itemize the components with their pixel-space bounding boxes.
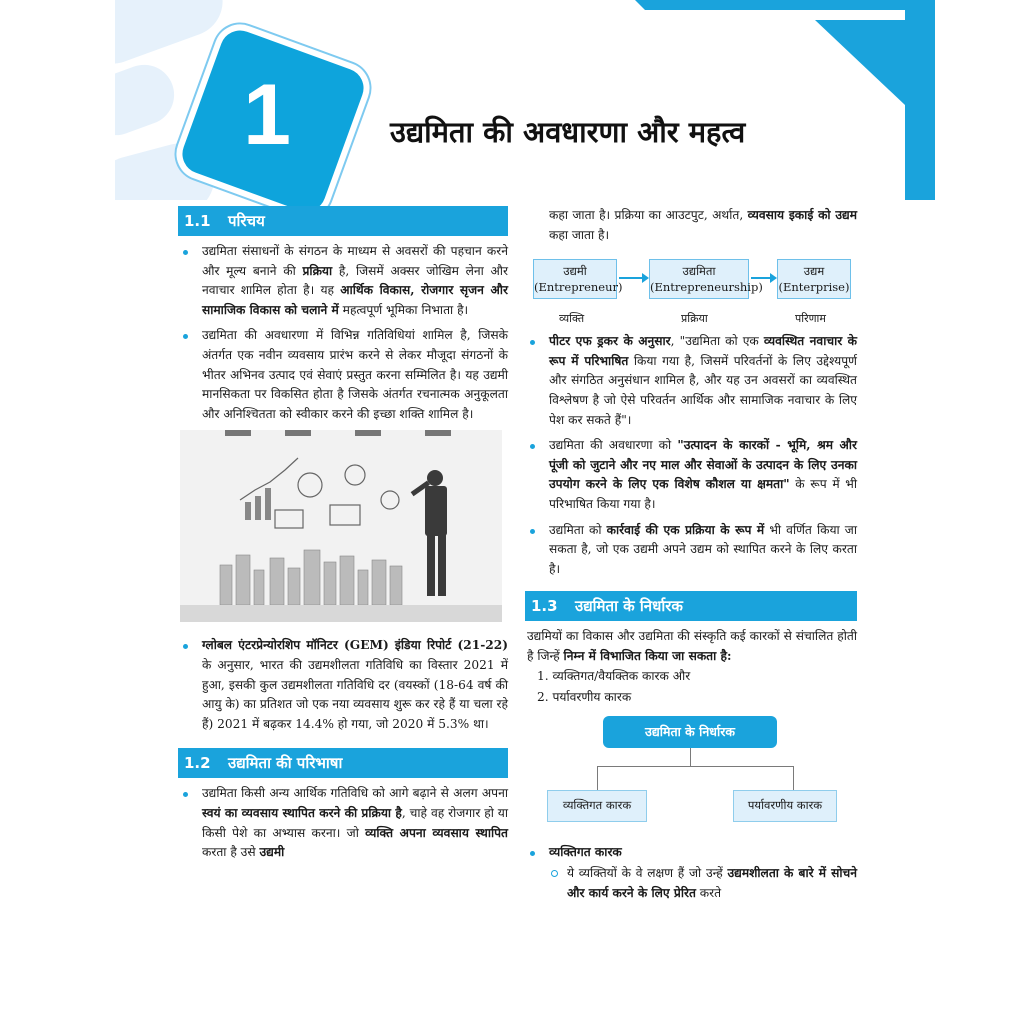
sub-bullet-paragraph: ये व्यक्तियों के वे लक्षण हैं जो उन्हें उद्यमशीलता के बारे में सोचने और कार्य करने के लिए प्रेरित करते — [527, 864, 857, 903]
section-heading — [178, 206, 508, 236]
right-column — [527, 206, 857, 903]
tree-connector — [597, 766, 793, 767]
chapter-number: 1 — [243, 66, 291, 163]
business-illustration-image — [180, 430, 502, 622]
section-number: 1.1 — [184, 212, 211, 230]
decor-shape — [115, 56, 183, 143]
flow-caption: प्रक्रिया — [681, 312, 708, 326]
corner-decoration — [635, 0, 935, 200]
flow-caption: परिणाम — [795, 312, 826, 326]
bullet-paragraph: उद्यमिता की अवधारणा को "उत्पादन के कारकों - भूमि, श्रम और पूंजी को जुटाने और नए माल और सेवाओं के उत्पादन के लिए उनका उपयोग करने के लिए एक विशेष कौशल या क्षमता" के रूप में भी परिभाषित किया गया है। — [527, 436, 857, 514]
flow-box-entrepreneur: उद्यमी (Entrepreneur) — [533, 259, 617, 299]
bullet-heading: व्यक्तिगत कारक — [527, 843, 857, 863]
bullet-paragraph: उद्यमिता को कार्रवाई की एक प्रक्रिया के रूप में भी वर्णित किया जा सकता है, जो एक उद्यमी अपने उद्यम को स्थापित करने के लिए करता है। — [527, 521, 857, 580]
bullet-paragraph: उद्यमिता किसी अन्य आर्थिक गतिविधि को आगे बढ़ाने से अलग अपना स्वयं का व्यवसाय स्थापित करने की प्रक्रिया है, चाहे वह रोजगार हो या किसी पेशे का अभ्यास करना। जो व्यक्ति अपना व्यवसाय स्थापित करता है उसे उद्यमी — [180, 784, 508, 862]
flow-box-enterprise: उद्यम (Enterprise) — [777, 259, 851, 299]
determinants-tree-diagram — [527, 712, 857, 837]
chapter-title: उद्यमिता की अवधारणा और महत्व — [390, 115, 746, 149]
tree-connector — [690, 748, 691, 766]
left-column — [180, 206, 508, 869]
tree-root: उद्यमिता के निर्धारक — [603, 716, 777, 748]
flow-arrow — [619, 277, 645, 279]
tree-node-personal: व्यक्तिगत कारक — [547, 790, 647, 822]
section-title: परिचय — [228, 212, 265, 230]
list-item: 2. पर्यावरणीय कारक — [537, 690, 632, 705]
flow-arrow — [751, 277, 773, 279]
section-heading — [525, 591, 857, 621]
section-number: 1.3 — [531, 597, 558, 616]
section-heading — [178, 748, 508, 778]
section-title: उद्यमिता के निर्धारक — [575, 597, 683, 616]
bullet-paragraph: उद्यमिता की अवधारणा में विभिन्न गतिविधियां शामिल है, जिसके अंतर्गत एक नवीन व्यवसाय प्रारंभ करने से लेकर मौजूदा संगठनों के भीतर अभिनव उत्पाद एवं सेवाएं प्रस्तुत करना सम्मिलित है। यह उद्यमी मानसिकता पर विकसित होता है जिसके अंतर्गत रचनात्मक अनुकूलता और अनिश्चितता को स्वीकार करने की इच्छा शक्ति शामिल है। — [180, 326, 508, 424]
section-intro: उद्यमियों का विकास और उद्यमिता की संस्कृति कई कारकों से संचालित होती है जिन्हें निम्न में विभाजित किया जा सकता है: — [527, 629, 857, 663]
bullet-paragraph: उद्यमिता संसाधनों के संगठन के माध्यम से अवसरों की पहचान करने और मूल्य बनाने की प्रक्रिया है, जिसमें अक्सर जोखिम लेना और नवाचार शामिल होता है। यह आर्थिक विकास, रोजगार सृजन और सामाजिक विकास को चलाने में महत्वपूर्ण भूमिका निभाता है। — [180, 242, 508, 320]
tree-connector — [793, 766, 794, 790]
flow-box-entrepreneurship: उद्यमिता (Entrepreneurship) — [649, 259, 749, 299]
entrepreneurship-flow-diagram — [527, 253, 857, 328]
tree-node-environmental: पर्यावरणीय कारक — [733, 790, 837, 822]
flow-caption: व्यक्ति — [559, 312, 585, 326]
continued-paragraph: कहा जाता है। प्रक्रिया का आउटपुट, अर्थात, व्यवसाय इकाई को उद्यम कहा जाता है। — [549, 208, 857, 242]
list-item: 1. व्यक्तिगत/वैयक्तिक कारक और — [537, 668, 691, 683]
bullet-paragraph: पीटर एफ ड्रकर के अनुसार, "उद्यमिता को एक व्यवस्थित नवाचार के रूप में परिभाषित किया गया है, जिसमें परिवर्तनों के लिए उद्देश्यपूर्ण और संगठित अनुसंधान शामिल है, और यह उन अवसरों का व्यवस्थित विश्लेषण है जो ऐसे परिवर्तन आर्थिक और सामाजिक नवाचार के लिए पेश कर सकते हैं"। — [527, 332, 857, 430]
bullet-paragraph: ग्लोबल एंटरप्रेन्योरशिप मॉनिटर (GEM) इंडिया रिपोर्ट (21-22) के अनुसार, भारत की उद्यमशीलता गतिविधि का विस्तार 2021 में हुआ, इसकी कुल उद्यमशीलता गतिविधि दर (वयस्कों (18-64 वर्ष की आयु के) का प्रतिशत जो एक नया व्यवसाय शुरू कर रहे हैं या चला रहे हैं) 2021 में बढ़कर 14.4% हो गया, जो 2020 में 5.3% था। — [180, 636, 508, 734]
tree-connector — [597, 766, 598, 790]
section-number: 1.2 — [184, 754, 211, 773]
section-title: उद्यमिता की परिभाषा — [228, 754, 343, 773]
